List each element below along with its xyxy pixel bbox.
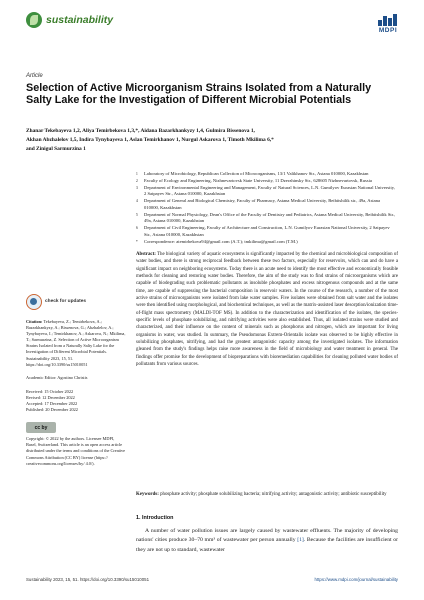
affiliation-number: 3 (136, 186, 138, 190)
affiliation-item (136, 185, 396, 198)
affiliation-text: Department of Environmental Engineering and Management, Faculty of Natural Sciences, L.N. Gumilyov Eurasian National University, 2 Satpayev Str., Astana 010000, Kazakhstan (144, 185, 395, 197)
affiliations (136, 171, 396, 246)
sidebar (26, 294, 126, 467)
publication-dates (26, 389, 126, 413)
intro-text: A number of water pollution issues are largely caused by wastewater effluents. The majority of developing nations' cities produce 30–70 mm³ of wastewater per person annually (136, 528, 398, 544)
citation-text[interactable]: Tekebayeva, Z.; Temirbekova, A.; Bazarkhankyzy, A.; Bissenova, G.; Abzhalelov, A.; Tynybayeva, I.; Temirkhanov, A.; Askarova, N.; Mkilima, T.; Sarmurzina, Z. Selection of Active Microorganism Strains Isolated from a Naturally Salty Lake for the Investigation of Different Microbial Potentials. Sustainability 2023, 15, 51. https://doi.org/10.3390/su15010051 (26, 319, 126, 367)
revised-date: Revised: 12 December 2022 (26, 394, 75, 400)
affiliation-text: Department of General and Biological Chemistry, Faculty of Pharmacy, Astana Medical University, Beibitshilik str., 49a, Astana 010000, Kazakhstan (144, 198, 381, 210)
academic-editor: Academic Editor: Agostino Christis (26, 374, 88, 380)
accepted-date: Accepted: 17 December 2022 (26, 401, 78, 407)
keywords (136, 491, 398, 498)
intro-text: . Because the facilities are insufficient or they are not up to standard, wastewater (136, 537, 398, 553)
check-updates-label: check for updates (45, 299, 87, 305)
affiliation-number: * (136, 239, 138, 244)
affiliation-text: Laboratory of Microbiology, Republican Collection of Microorganisms, 13/1 Valikhanov Str., Astana 010000, Kazakhstan (144, 171, 369, 176)
license (26, 422, 126, 466)
author-line[interactable]: Zhanar Tekebayeva 1,2, Aliya Temirbekova 1,3,*, Aidana Bazarkhankyzy 1,4, Gulmira Bissenova 1, (26, 128, 255, 134)
abstract-label: Abstract: (136, 252, 156, 257)
check-updates-icon (26, 294, 42, 310)
keywords-label: Keywords: (136, 492, 159, 497)
intro-paragraph (136, 527, 398, 555)
check-updates-button[interactable] (26, 294, 126, 310)
author-line[interactable]: Akhan Abzhalelov 1,5, Indira Tynybayeva 1, Aslan Temirkhanov 1, Nurgul Askarova 1, Timoth Mkilima 6,* (26, 137, 274, 143)
copyright-text: Copyright: © 2022 by the authors. Licensee MDPI, Basel, Switzerland. This article is an open access article distributed under the terms and conditions of the Creative Commons Attribution (CC BY) license (https:// creativecommons.org/licenses/by/ 4.0/). (26, 436, 126, 466)
affiliation-item (136, 171, 396, 177)
publisher-logo[interactable] (378, 14, 398, 34)
footer-citation[interactable]: Sustainability 2023, 15, 51. https://doi.org/10.3390/su15010051 (26, 577, 150, 582)
received-date: Received: 15 October 2022 (26, 388, 74, 394)
affiliation-number: 4 (136, 199, 138, 204)
journal-logo[interactable] (26, 12, 113, 28)
author-line[interactable]: and Zinigul Sarmurzina 1 (26, 146, 86, 152)
citation-label: Citation: (26, 319, 43, 324)
published-date: Published: 20 December 2022 (26, 407, 78, 413)
affiliation-number: 1 (136, 172, 138, 176)
affiliation-number: 2 (136, 179, 138, 183)
affiliation-text: Department of Normal Physiology, Dean's Office of the Faculty of Dentistry and Pediatrics, Astana Medical University, Beibitshilik Str., 49a, Astana 010000, Kazakhstan (144, 211, 396, 224)
section-heading: 1. Introduction (136, 515, 174, 521)
affiliation-item (136, 225, 396, 238)
abstract (136, 251, 398, 369)
abstract-text: The biological variety of aquatic ecosystems is significantly impacted by the chemical and microbiological composition of water bodies, and there is strong reciprocal feedback between these two factors, especially for reservoirs, which can and do have a significant impact on neighboring ecosystems. Today there is an acute need to identify the most effective and economically feasible methods for cleaning and restoring water bodies. Therefore, the aim of the study was to find strains of microorganisms which are capable of biodegrading such problematic pollutants as insoluble phosphates and excess nitrogenous compounds and at the same time, are capable of suppressing the bacterial composition in reservoir waters. In the course of the research, a number of the most active strains of microorganisms were isolated from lake water samples. Five isolates were obtained from salt water and the isolates were then identified using morphological, and biochemical techniques, as well as the matrix-assisted laser desorption/ionization time-of-flight mass spectrometry (MALDI-TOF MS). In addition to the characterization and identification of the isolates, the species-specific levels of phosphate solubilizing, and nitrifying activities were also established. Thus, all isolated strains were studied and characterized, and their influence on the content of minerals such as phosphorus and nitrogen, which are important for living organisms in water, was studied. In summary, the Pseudomonas Extrem-Orientalis isolate was observed to be highly effective in solubilizing phosphates, nitrifying, and had the greatest antagonistic capacity among the investigated isolates. The information gleaned from the study's findings helps raise more awareness in the field of microbiology and water treatment in general. The findings offer promise for the development of biopreparations with bioremediation capabilities for cleaning polluted water bodies of pollutants from various sources. (136, 252, 398, 368)
affiliation-number: 6 (136, 226, 138, 231)
affiliation-text: Department of Civil Engineering, Faculty of Architecture and Construction, L.N. Gumilyov Eurasian National University, 2 Satpayev Str., Astana 010000, Kazakhstan (144, 225, 390, 237)
correspondence[interactable] (136, 239, 396, 245)
affiliation-item (136, 212, 396, 225)
correspondence-text[interactable]: Correspondence: atemirbekova94@gmail.com (A.T.); tmkilima@gmail.com (T.M.) (144, 238, 298, 244)
affiliation-item (136, 198, 396, 211)
article-type: Article (26, 73, 43, 79)
article-title: Selection of Active Microorganism Strains Isolated from a Naturally Salty Lake for the Investigation of Different Microbial Potentials (26, 82, 372, 107)
page-footer (26, 577, 398, 582)
affiliation-item (136, 178, 396, 184)
citation-link[interactable]: [1] (297, 537, 304, 544)
cc-by-icon[interactable]: cc by (26, 422, 56, 433)
affiliation-text: Faculty of Ecology and Engineering, Nizhnevartovsk State University, 11 Dzerzhinsky Str., 628605 Nizhnevartovsk, Russia (144, 178, 372, 183)
page-header (26, 10, 398, 40)
keywords-text: phosphate activity; phosphate solubilizing bacteria; nitrifying activity; antagonistic activity; antibiotic susceptibility (160, 492, 387, 497)
journal-name: sustainability (46, 14, 114, 26)
citation (26, 319, 126, 368)
leaf-icon (26, 12, 42, 28)
affiliation-number: 5 (136, 212, 138, 217)
publisher-name: MDPI (378, 27, 398, 34)
footer-journal-url[interactable]: https://www.mdpi.com/journal/sustainability (314, 577, 398, 582)
author-list (26, 127, 398, 154)
mdpi-logo-icon (378, 14, 398, 26)
